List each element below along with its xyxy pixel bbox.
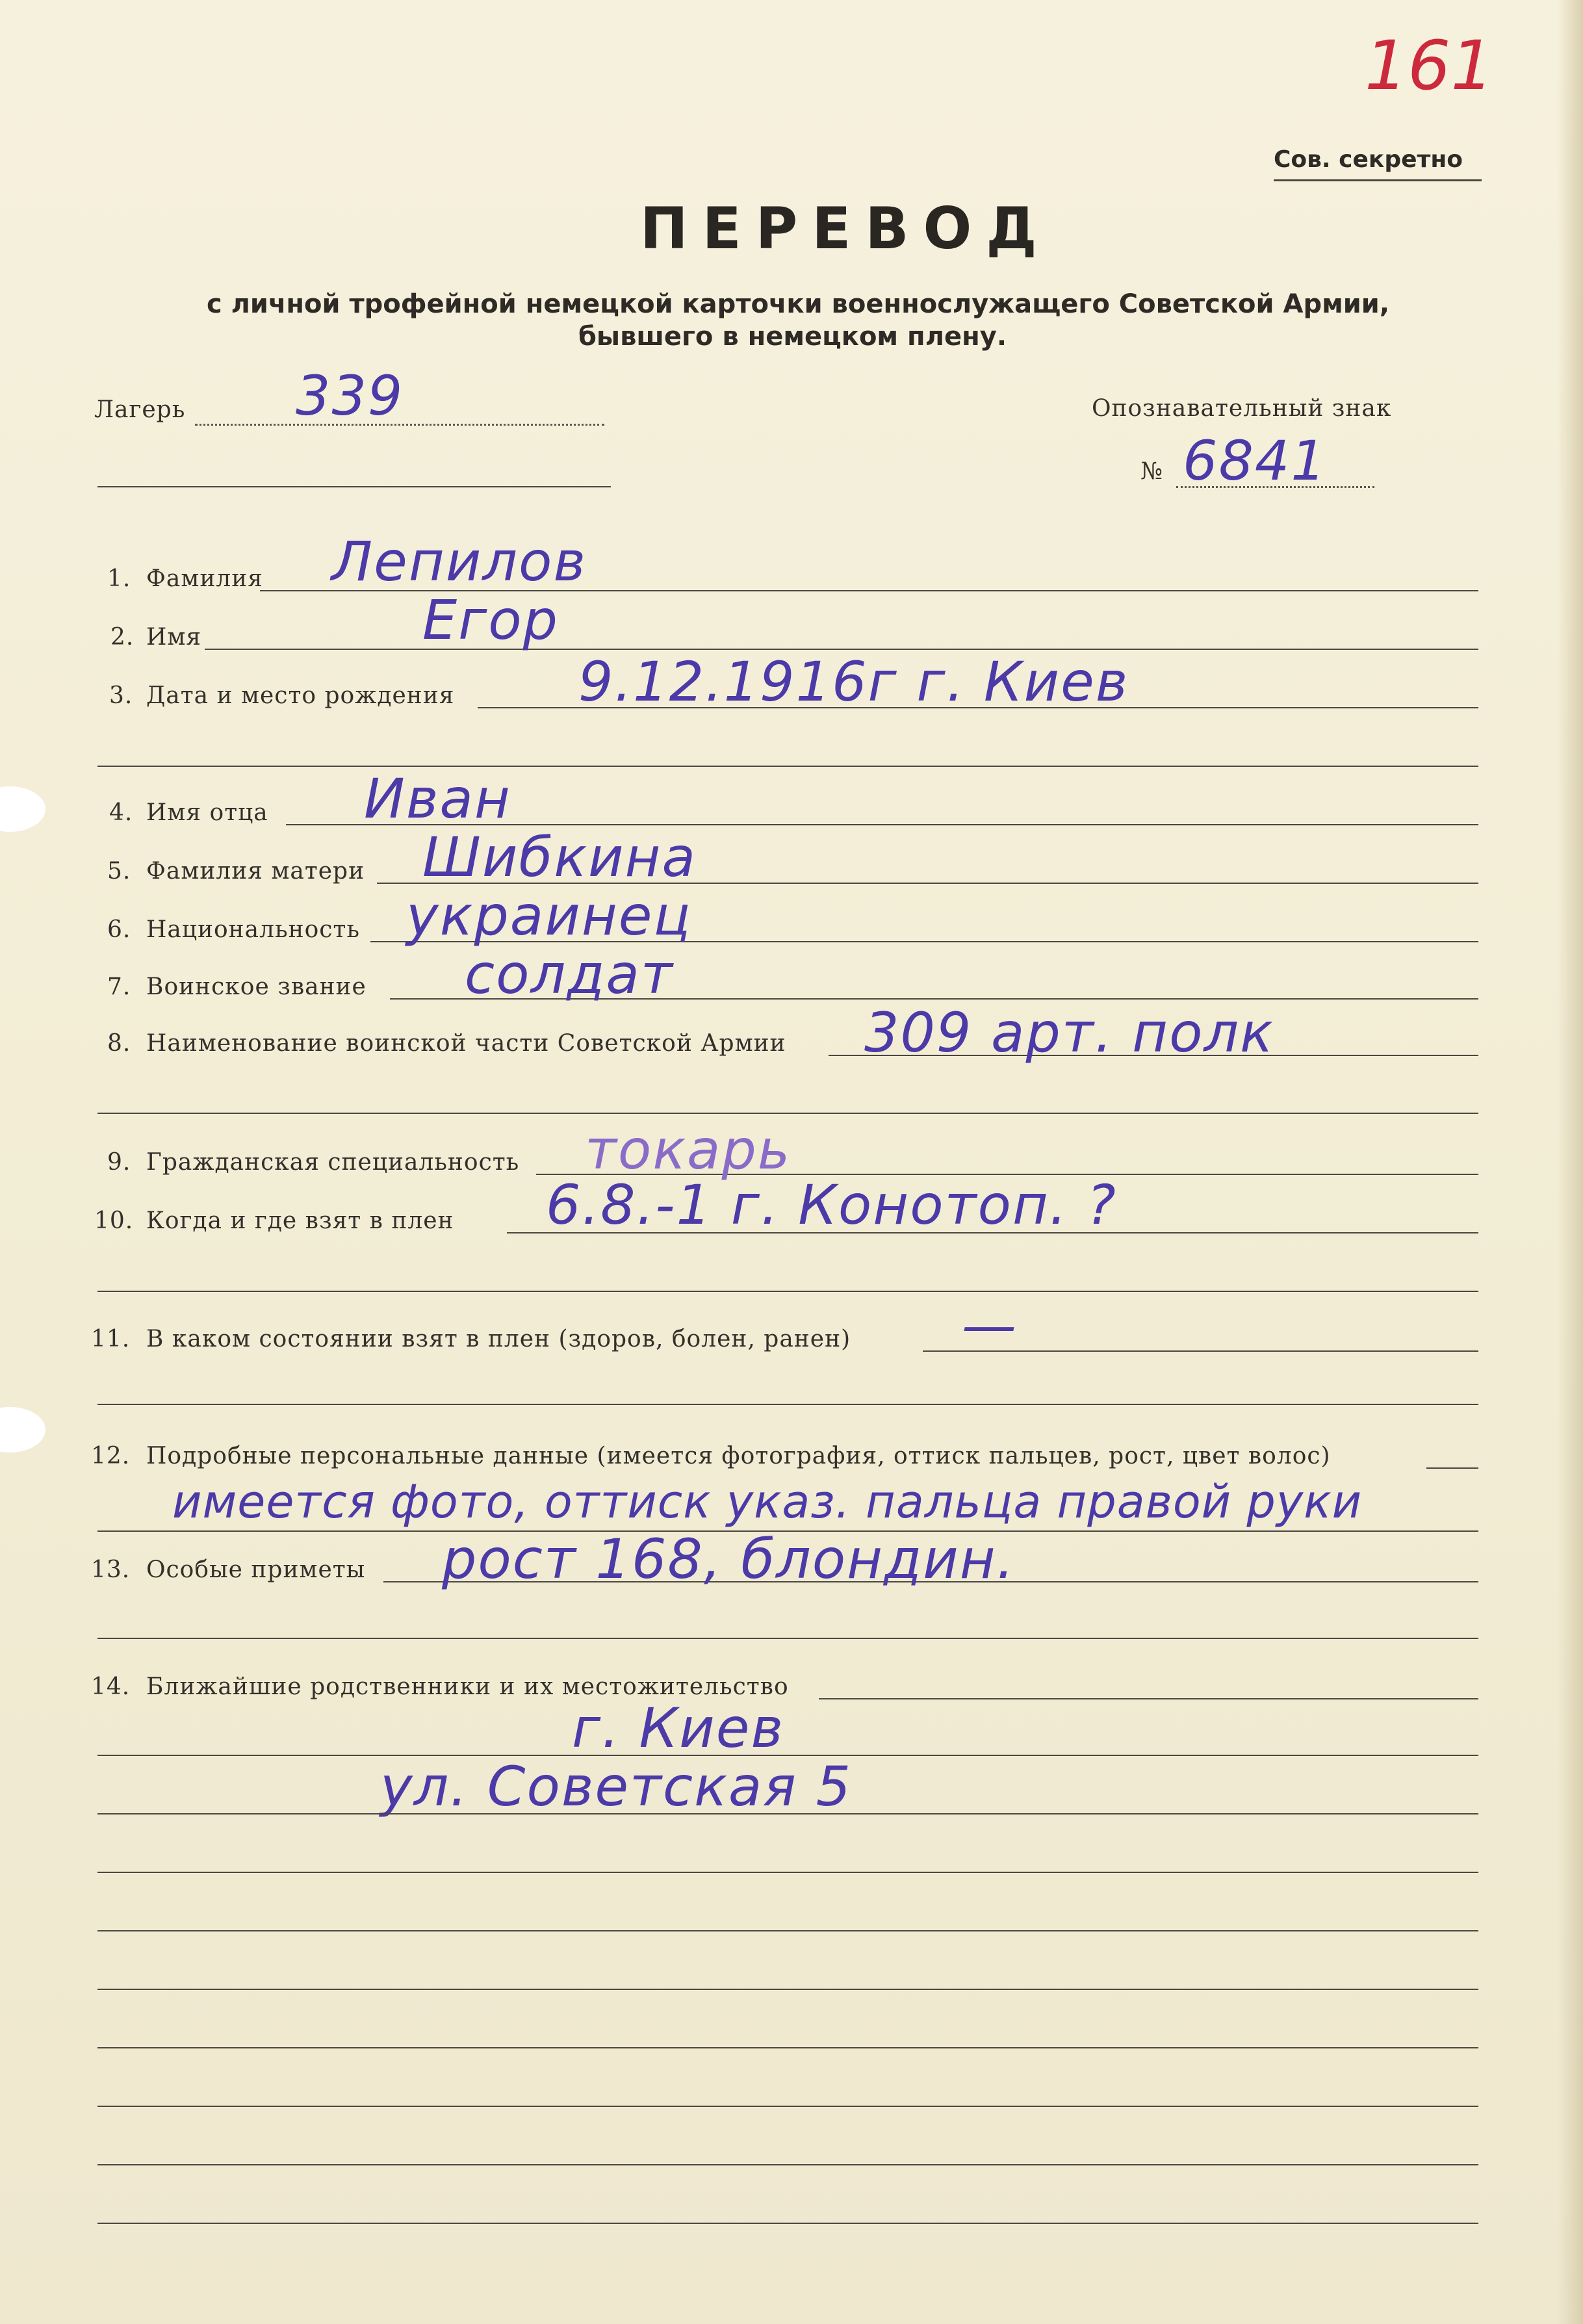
field-14-extra-line-7 bbox=[97, 2106, 1478, 2107]
camp-extra-line bbox=[97, 486, 611, 487]
field-11-extra-line bbox=[97, 1404, 1478, 1405]
field-6-number: 6. bbox=[107, 916, 131, 943]
field-11-value: — bbox=[962, 1293, 1018, 1357]
field-14-extra-line-6 bbox=[97, 2047, 1478, 2048]
field-14-extra-line-2 bbox=[97, 1813, 1478, 1814]
field-1-value: Лепилов bbox=[331, 530, 587, 593]
field-13-label: Особые приметы bbox=[146, 1556, 366, 1583]
field-10-label: Когда и где взят в плен bbox=[146, 1207, 454, 1234]
field-2-value: Егор bbox=[422, 588, 559, 652]
field-10-extra-line bbox=[97, 1291, 1478, 1292]
archive-number: 161 bbox=[1365, 26, 1494, 105]
field-13-extra-line bbox=[97, 1638, 1478, 1639]
field-12-label: Подробные персональные данные (имеется фотография, оттиск пальцев, рост, цвет волос) bbox=[146, 1443, 1331, 1469]
field-1-label: Фамилия bbox=[146, 565, 263, 592]
field-12-line bbox=[1426, 1467, 1478, 1469]
field-13-number: 13. bbox=[91, 1556, 131, 1583]
punch-hole-lower bbox=[0, 1407, 45, 1452]
field-9-number: 9. bbox=[107, 1149, 131, 1176]
field-14-extra-line-4 bbox=[97, 1930, 1478, 1931]
field-12-number: 12. bbox=[91, 1443, 131, 1469]
field-7-label: Воинское звание bbox=[146, 974, 367, 1000]
field-11-label: В каком состоянии взят в плен (здоров, болен, ранен) bbox=[146, 1326, 851, 1352]
field-9-value: токарь bbox=[585, 1118, 792, 1181]
document-title: ПЕРЕВОД bbox=[640, 195, 1051, 262]
field-11-number: 11. bbox=[91, 1326, 131, 1352]
id-tag-label: Опознавательный знак bbox=[1092, 395, 1392, 422]
classification-label: Сов. секретно bbox=[1274, 146, 1463, 173]
document-subtitle-line2: бывшего в немецком плену. bbox=[578, 322, 1007, 352]
field-9-label: Гражданская специальность bbox=[146, 1149, 520, 1176]
field-14-value-line2: ул. Советская 5 bbox=[380, 1755, 853, 1818]
field-7-value: солдат bbox=[465, 942, 674, 1006]
field-14-extra-line-3 bbox=[97, 1872, 1478, 1873]
field-13-value: рост 168, блондин. bbox=[442, 1527, 1016, 1591]
document-subtitle-line1: с личной трофейной немецкой карточки военнослужащего Советской Армии, bbox=[207, 289, 1390, 319]
field-6-value: украинец bbox=[406, 884, 692, 948]
field-2-number: 2. bbox=[110, 624, 135, 651]
field-8-value: 309 арт. полк bbox=[864, 1001, 1274, 1065]
camp-label: Лагерь bbox=[94, 396, 186, 423]
field-8-label: Наименование воинской части Советской Армии bbox=[146, 1030, 786, 1057]
field-3-label: Дата и место рождения bbox=[146, 682, 455, 709]
field-14-extra-line-8 bbox=[97, 2164, 1478, 2165]
field-10-number: 10. bbox=[94, 1207, 134, 1234]
camp-value: 339 bbox=[296, 364, 404, 428]
id-tag-number-sign: № bbox=[1140, 458, 1164, 485]
id-tag-value: 6841 bbox=[1183, 429, 1327, 493]
field-3-number: 3. bbox=[109, 682, 133, 709]
field-14-label: Ближайшие родственники и их местожительство bbox=[146, 1673, 789, 1700]
paper-edge bbox=[1557, 0, 1583, 2324]
field-12-value: имеется фото, оттиск указ. пальца правой руки bbox=[172, 1475, 1363, 1529]
field-4-value: Иван bbox=[364, 767, 511, 831]
field-14-line bbox=[819, 1698, 1478, 1699]
field-2-label: Имя bbox=[146, 624, 202, 651]
field-8-extra-line bbox=[97, 1113, 1478, 1114]
field-5-value: Шибкина bbox=[422, 825, 697, 889]
field-14-value-line1: г. Киев bbox=[572, 1696, 784, 1760]
field-6-label: Национальность bbox=[146, 916, 360, 943]
field-7-number: 7. bbox=[107, 974, 131, 1000]
field-10-value: 6.8.-1 г. Конотоп. ? bbox=[546, 1173, 1117, 1237]
field-4-label: Имя отца bbox=[146, 799, 268, 826]
field-5-number: 5. bbox=[107, 858, 131, 884]
field-3-extra-line bbox=[97, 766, 1478, 767]
field-3-value: 9.12.1916г г. Киев bbox=[578, 650, 1129, 714]
punch-hole-upper bbox=[0, 786, 45, 832]
field-8-number: 8. bbox=[107, 1030, 131, 1057]
classification-underline bbox=[1274, 179, 1482, 181]
field-14-number: 14. bbox=[91, 1673, 131, 1700]
field-14-extra-line-5 bbox=[97, 1989, 1478, 1990]
field-4-number: 4. bbox=[109, 799, 133, 826]
field-1-number: 1. bbox=[107, 565, 131, 592]
field-14-extra-line-9 bbox=[97, 2223, 1478, 2224]
field-5-label: Фамилия матери bbox=[146, 858, 365, 884]
